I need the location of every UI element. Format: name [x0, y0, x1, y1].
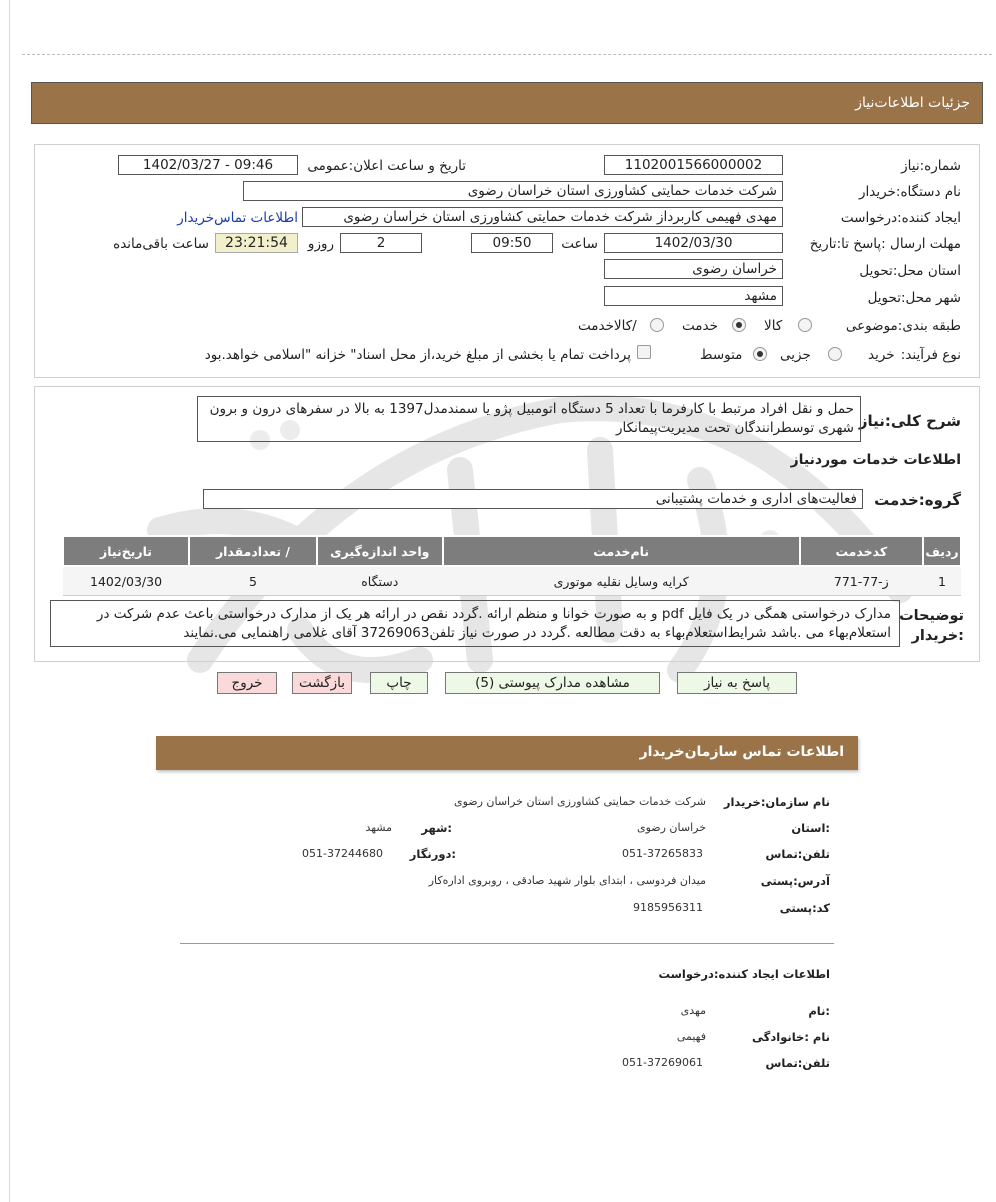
- creator-field: مهدی فهیمی کاربرداز شرکت خدمات حمایتی کشاورزی استان خراسان رضوی: [302, 207, 783, 227]
- deadline-date-field: 1402/03/30: [604, 233, 783, 253]
- treasury-payment-checkbox[interactable]: [637, 345, 651, 359]
- creator-name-label: :نام: [808, 1004, 830, 1018]
- contact-province-value: خراسان رضوی: [636, 821, 706, 834]
- contact-phone-value: 051-37265833: [622, 847, 703, 860]
- creator-family-label: نام :خانوادگی: [752, 1030, 830, 1044]
- creator-phone-label: تلفن:تماس: [765, 1056, 830, 1070]
- buyer-notes-label: توضیحات :خریدار: [899, 608, 964, 644]
- contact-city-label: :شهر: [421, 821, 452, 835]
- city-field: مشهد: [604, 286, 783, 306]
- cell-need-date: 1402/03/30: [63, 566, 189, 596]
- city-label: شهر محل:تحویل: [867, 290, 961, 306]
- process-type-purchase: خرید: [868, 347, 895, 363]
- creator-phone-value: 051-37269061: [622, 1056, 703, 1069]
- reply-button[interactable]: پاسخ به نیاز: [677, 672, 797, 694]
- creator-info-title: اطلاعات ایجاد کننده:درخواست: [658, 967, 830, 981]
- col-service-name: نام‌خدمت: [443, 536, 800, 566]
- announce-label: تاریخ و ساعت اعلان:عمومی: [307, 158, 466, 174]
- contact-phone-label: تلفن:تماس: [765, 847, 830, 861]
- deadline-time-field: 09:50: [471, 233, 553, 253]
- process-medium-label: متوسط: [700, 347, 743, 363]
- cell-service-code: ز-77-771: [800, 566, 923, 596]
- exit-button[interactable]: خروج: [217, 672, 277, 694]
- creator-name-value: مهدی: [680, 1004, 706, 1017]
- table-header-row: [63, 536, 961, 566]
- contact-header: [156, 736, 858, 770]
- deadline-label: مهلت ارسال :پاسخ تا:تاریخ: [809, 236, 961, 252]
- contact-postal-value: 9185956311: [633, 901, 703, 914]
- contact-org-label: نام سازمان:خریدار: [723, 795, 830, 809]
- creator-family-value: فهیمی: [676, 1030, 706, 1043]
- contact-fax-label: :دورنگار: [409, 847, 456, 861]
- remaining-timer: 23:21:54: [215, 233, 298, 253]
- buyer-notes-text: مدارک درخواستی همگی در یک فایل pdf و به صورت خوانا و منظم ارائه .گردد نقص در ارائه هر یک از مدارک درخواستی باعث عدم شرکت در استعلام‌بهاء می .باشد شرایط‌استعلام‌بهاء به دقت مطالعه .گردد در صورت نیاز تلفن37269063 آقای غلامی راهنمایی می.نمایند: [50, 600, 900, 647]
- category-goods-service-radio[interactable]: [650, 318, 664, 332]
- summary-label: شرح کلی:نیاز: [858, 412, 961, 430]
- page-title: جزئیات اطلاعات‌نیاز: [855, 95, 970, 111]
- process-minor-label: جزیی: [780, 347, 811, 363]
- page-header: [31, 82, 983, 124]
- buyer-org-label: نام دستگاه:خریدار: [858, 184, 961, 200]
- need-number-label: شماره:نیاز: [901, 158, 961, 174]
- col-quantity: / تعدادمقدار: [189, 536, 317, 566]
- page-left-border: [9, 0, 10, 1202]
- service-group-label: گروه:خدمت: [874, 491, 961, 509]
- category-goods-service-label: /کالاخدمت: [578, 318, 637, 334]
- attachments-button[interactable]: مشاهده مدارک پیوستی (5): [445, 672, 660, 694]
- deadline-time-label: ساعت: [561, 236, 598, 252]
- need-number-field: 1102001566000002: [604, 155, 783, 175]
- creator-label: ایجاد کننده:درخواست: [840, 210, 961, 226]
- category-label: طبقه بندی:موضوعی: [845, 318, 961, 334]
- days-label: روزو: [307, 236, 334, 252]
- col-unit: واحد اندازه‌گیری: [317, 536, 443, 566]
- contact-org-value: شرکت خدمات حمایتی کشاورزی استان خراسان رضوی: [453, 795, 706, 808]
- services-table: [62, 535, 962, 596]
- back-button[interactable]: بازگشت: [292, 672, 352, 694]
- contact-province-label: :استان: [791, 821, 830, 835]
- cell-quantity: 5: [189, 566, 317, 596]
- process-medium-radio[interactable]: [753, 347, 767, 361]
- category-goods-label: کالا: [764, 318, 783, 334]
- buyer-contact-link[interactable]: اطلاعات تماس‌خریدار: [177, 210, 298, 226]
- contact-fax-value: 051-37244680: [302, 847, 383, 860]
- treasury-payment-note: پرداخت تمام یا بخشی از مبلغ خرید،از محل اسناد" خزانه "اسلامی خواهد.بود: [204, 347, 631, 363]
- summary-text: حمل و نقل افراد مرتبط با کارفرما با تعداد 5 دستگاه اتومبیل پژو یا سمندمدل1397 به بالا در سفرهای درون و برون شهری توسطرانندگان تحت مدیریت‌پیمانکار: [197, 396, 861, 442]
- category-service-label: خدمت: [682, 318, 718, 334]
- buyer-org-field: شرکت خدمات حمایتی کشاورزی استان خراسان رضوی: [243, 181, 783, 201]
- col-need-date: تاریخ‌نیاز: [63, 536, 189, 566]
- remaining-label: ساعت باقی‌مانده: [113, 236, 209, 252]
- col-row: ردیف: [923, 536, 961, 566]
- col-service-code: کدخدمت: [800, 536, 923, 566]
- process-label: نوع فرآیند:: [900, 347, 961, 363]
- services-heading: اطلاعات خدمات موردنیاز: [790, 452, 961, 468]
- top-divider: [22, 54, 992, 55]
- need-info-panel: [34, 144, 980, 378]
- contact-postal-label: کد:پستی: [779, 901, 830, 915]
- cell-unit: دستگاه: [317, 566, 443, 596]
- category-goods-radio[interactable]: [798, 318, 812, 332]
- contact-divider: [180, 943, 834, 944]
- table-row[interactable]: [63, 566, 961, 596]
- province-field: خراسان رضوی: [604, 259, 783, 279]
- print-button[interactable]: چاپ: [370, 672, 428, 694]
- cell-service-name: کرایه وسایل نقلیه موتوری: [443, 566, 800, 596]
- category-service-radio[interactable]: [732, 318, 746, 332]
- announce-datetime-field: 1402/03/27 - 09:46: [118, 155, 298, 175]
- days-field: 2: [340, 233, 422, 253]
- province-label: استان محل:تحویل: [859, 263, 961, 279]
- cell-row: 1: [923, 566, 961, 596]
- process-minor-radio[interactable]: [828, 347, 842, 361]
- contact-address-value: میدان فردوسی ، ابتدای بلوار شهید صادقی ، روبروی اداره‌کار: [428, 874, 706, 887]
- contact-address-label: آدرس:پستی: [760, 874, 830, 888]
- contact-city-value: مشهد: [365, 821, 392, 834]
- contact-title: اطلاعات تماس سازمان‌خریدار: [639, 744, 844, 760]
- service-group-field: فعالیت‌های اداری و خدمات پشتیبانی: [203, 489, 863, 509]
